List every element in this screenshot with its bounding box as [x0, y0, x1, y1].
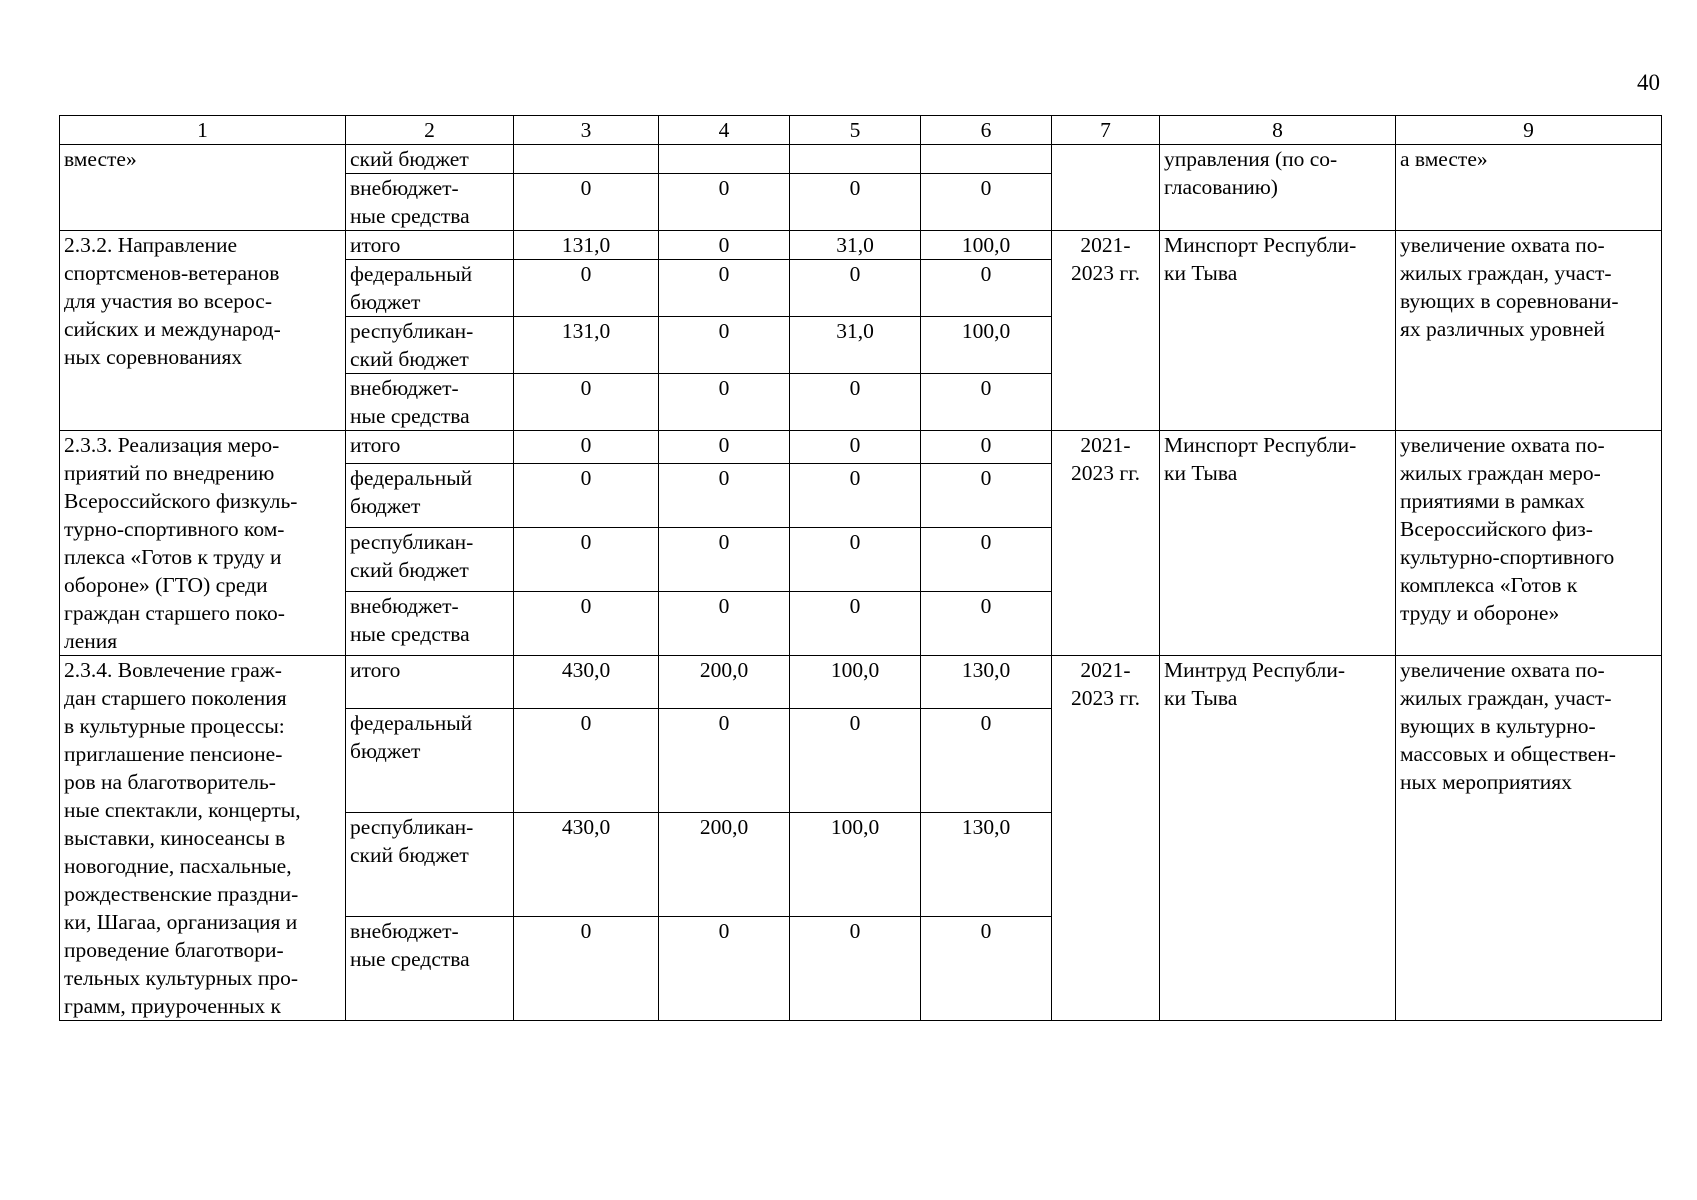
- amount-cell: 0: [790, 374, 921, 431]
- funding-source-cell: [346, 708, 514, 812]
- amount-cell: 200,0: [659, 812, 790, 916]
- cell-text-line: культурно-спортивного: [1400, 545, 1615, 569]
- amount-cell: 0: [514, 260, 659, 317]
- amount-cell: 0: [514, 527, 659, 591]
- cell-text-line: сийских и международ-: [64, 317, 281, 341]
- cell-text-line: внебюджет-: [350, 376, 459, 400]
- amount-cell: 131,0: [514, 231, 659, 260]
- cell-text-line: плекса «Готов к труду и: [64, 545, 282, 569]
- table-row: [60, 145, 1662, 174]
- column-number-header: 2: [346, 116, 514, 145]
- amount-cell: 0: [790, 591, 921, 655]
- amount-cell: 0: [659, 463, 790, 527]
- period-cell: [1052, 431, 1160, 656]
- amount-cell: 100,0: [790, 656, 921, 709]
- activity-name-cell: [60, 431, 346, 656]
- activity-name-cell: [60, 145, 346, 231]
- cell-text-line: 2023 гг.: [1071, 461, 1140, 485]
- cell-text-line: ский бюджет: [350, 347, 469, 371]
- cell-text-line: Всероссийского физкуль-: [64, 489, 298, 513]
- cell-text-line: бюджет: [350, 290, 421, 314]
- cell-text-line: жилых граждан, участ-: [1400, 261, 1612, 285]
- amount-cell: 0: [790, 708, 921, 812]
- column-number-header: 3: [514, 116, 659, 145]
- funding-source-cell: [346, 812, 514, 916]
- page-number: 40: [1637, 70, 1660, 95]
- cell-text-line: вующих в культурно-: [1400, 714, 1596, 738]
- cell-text-line: внебюджет-: [350, 918, 459, 943]
- amount-cell: 0: [659, 527, 790, 591]
- funding-source-cell: [346, 260, 514, 317]
- cell-text-line: проведение благотвори-: [64, 938, 284, 962]
- amount-cell: 0: [921, 174, 1052, 231]
- executor-cell: [1160, 145, 1396, 231]
- cell-text-line: граждан старшего поко-: [64, 601, 285, 625]
- cell-text-line: ных соревнованиях: [64, 345, 243, 369]
- cell-text-line: республикан-: [350, 814, 474, 839]
- funding-source-cell: [346, 145, 514, 174]
- cell-text-line: 2023 гг.: [1071, 261, 1140, 285]
- cell-text-line: Минтруд Республи-: [1164, 658, 1346, 682]
- column-number-header: 7: [1052, 116, 1160, 145]
- amount-cell: 0: [659, 591, 790, 655]
- cell-text-line: увеличение охвата по-: [1400, 433, 1605, 457]
- cell-text-line: внебюджет-: [350, 593, 459, 618]
- cell-text-line: Всероссийского физ-: [1400, 517, 1593, 541]
- cell-text-line: жилых граждан, участ-: [1400, 686, 1612, 710]
- cell-text-line: федеральный: [350, 465, 473, 490]
- cell-text-line: управления (по со-: [1164, 147, 1338, 171]
- cell-text-line: ях различных уровней: [1400, 317, 1605, 341]
- activity-name-cell: [60, 231, 346, 431]
- cell-text-line: обороне» (ГТО) среди: [64, 573, 268, 597]
- cell-text-line: внебюджет-: [350, 176, 459, 200]
- amount-cell: 0: [659, 916, 790, 1020]
- amount-cell: 0: [514, 463, 659, 527]
- cell-text-line: увеличение охвата по-: [1400, 233, 1605, 257]
- cell-text-line: приятий по внедрению: [64, 461, 275, 485]
- column-number-header: 4: [659, 116, 790, 145]
- cell-text-line: турно-спортивного ком-: [64, 517, 285, 541]
- amount-cell: 0: [659, 708, 790, 812]
- cell-text-line: увеличение охвата по-: [1400, 658, 1605, 682]
- cell-text-line: приятиями в рамках: [1400, 489, 1585, 513]
- cell-text-line: жилых граждан меро-: [1400, 461, 1601, 485]
- amount-cell: 0: [659, 231, 790, 260]
- cell-text-line: 2023 гг.: [1071, 686, 1140, 710]
- result-cell: [1396, 656, 1662, 1021]
- amount-cell: 0: [514, 916, 659, 1020]
- amount-cell: 100,0: [790, 812, 921, 916]
- cell-text-line: дан старшего поколения: [64, 686, 287, 710]
- cell-text-line: федеральный: [350, 710, 473, 735]
- amount-cell: 130,0: [921, 812, 1052, 916]
- activity-name-cell: [60, 656, 346, 1021]
- amount-cell: 0: [790, 463, 921, 527]
- amount-cell: 130,0: [921, 656, 1052, 709]
- cell-text-line: бюджет: [350, 493, 421, 518]
- cell-text-line: 2.3.4. Вовлечение граж-: [64, 658, 282, 682]
- cell-text-line: а вместе»: [1400, 147, 1488, 171]
- period-cell: [1052, 145, 1160, 231]
- amount-cell: 0: [921, 374, 1052, 431]
- amount-cell: 0: [514, 591, 659, 655]
- amount-cell: 0: [514, 374, 659, 431]
- funding-source-cell: [346, 463, 514, 527]
- funding-source-cell: [346, 231, 514, 260]
- cell-text-line: ные средства: [350, 946, 470, 971]
- cell-text-line: бюджет: [350, 738, 421, 763]
- funding-source-cell: [346, 174, 514, 231]
- funding-source-cell: [346, 527, 514, 591]
- funding-source-cell: [346, 591, 514, 655]
- cell-text-line: республикан-: [350, 529, 474, 554]
- cell-text-line: республикан-: [350, 319, 474, 343]
- cell-text-line: ные средства: [350, 204, 470, 228]
- amount-cell: 0: [921, 431, 1052, 464]
- cell-text-line: ский бюджет: [350, 842, 469, 867]
- amount-cell: 430,0: [514, 656, 659, 709]
- executor-cell: [1160, 656, 1396, 1021]
- amount-cell: 0: [921, 527, 1052, 591]
- amount-cell: 0: [514, 174, 659, 231]
- amount-cell: 31,0: [790, 317, 921, 374]
- table-row: [60, 656, 1662, 709]
- amount-cell: 100,0: [921, 231, 1052, 260]
- cell-text-line: 2.3.2. Направление: [64, 233, 238, 257]
- period-cell: [1052, 231, 1160, 431]
- cell-text-line: для участия во всерос-: [64, 289, 272, 313]
- cell-text-line: ные спектакли, концерты,: [64, 798, 301, 822]
- amount-cell: 100,0: [921, 317, 1052, 374]
- cell-text-line: 2021-: [1080, 658, 1131, 682]
- cell-text-line: новогодние, пасхальные,: [64, 854, 292, 878]
- amount-cell: 0: [921, 260, 1052, 317]
- amount-cell: 31,0: [790, 231, 921, 260]
- column-number-header: 6: [921, 116, 1052, 145]
- funding-source-cell: [346, 656, 514, 709]
- amount-cell: 0: [659, 260, 790, 317]
- cell-text-line: ский бюджет: [350, 147, 469, 171]
- amount-cell: 0: [790, 260, 921, 317]
- cell-text-line: ский бюджет: [350, 557, 469, 582]
- cell-text-line: федеральный: [350, 262, 473, 286]
- funding-source-cell: [346, 916, 514, 1020]
- period-cell: [1052, 656, 1160, 1021]
- cell-text-line: ные средства: [350, 621, 470, 646]
- cell-text-line: ки Тыва: [1164, 461, 1238, 485]
- cell-text-line: ки Тыва: [1164, 686, 1238, 710]
- program-activities-table: [59, 115, 1662, 1021]
- cell-text-line: выставки, киносеансы в: [64, 826, 286, 850]
- cell-text-line: грамм, приуроченных к: [64, 994, 281, 1018]
- funding-source-cell: [346, 431, 514, 464]
- cell-text-line: тельных культурных про-: [64, 966, 299, 990]
- cell-text-line: вующих в соревновани-: [1400, 289, 1619, 313]
- table-row: [60, 231, 1662, 260]
- amount-cell: 0: [921, 916, 1052, 1020]
- amount-cell: 0: [921, 708, 1052, 812]
- cell-text-line: ных мероприятиях: [1400, 770, 1572, 794]
- cell-text-line: 2.3.3. Реализация меро-: [64, 433, 280, 457]
- amount-cell: 0: [921, 591, 1052, 655]
- result-cell: [1396, 145, 1662, 231]
- cell-text-line: 2021-: [1080, 433, 1131, 457]
- amount-cell: [921, 145, 1052, 174]
- cell-text-line: рождественские праздни-: [64, 882, 299, 906]
- amount-cell: 0: [659, 317, 790, 374]
- cell-text-line: ления: [64, 629, 118, 653]
- amount-cell: 200,0: [659, 656, 790, 709]
- amount-cell: 0: [921, 463, 1052, 527]
- amount-cell: 0: [659, 174, 790, 231]
- cell-text-line: ные средства: [350, 404, 470, 428]
- executor-cell: [1160, 431, 1396, 656]
- cell-text-line: итого: [350, 658, 401, 682]
- column-number-header: 5: [790, 116, 921, 145]
- executor-cell: [1160, 231, 1396, 431]
- cell-text-line: ки Тыва: [1164, 261, 1238, 285]
- funding-source-cell: [346, 317, 514, 374]
- amount-cell: 0: [790, 916, 921, 1020]
- cell-text-line: спортсменов-ветеранов: [64, 261, 280, 285]
- amount-cell: 430,0: [514, 812, 659, 916]
- cell-text-line: итого: [350, 433, 401, 457]
- cell-text-line: итого: [350, 233, 401, 257]
- amount-cell: 0: [790, 174, 921, 231]
- column-number-header: 8: [1160, 116, 1396, 145]
- amount-cell: 0: [790, 527, 921, 591]
- cell-text-line: Минспорт Республи-: [1164, 233, 1357, 257]
- amount-cell: [659, 145, 790, 174]
- header-row: [60, 116, 1662, 145]
- cell-text-line: 2021-: [1080, 233, 1131, 257]
- funding-source-cell: [346, 374, 514, 431]
- cell-text-line: Минспорт Республи-: [1164, 433, 1357, 457]
- table-row: [60, 431, 1662, 464]
- amount-cell: 0: [514, 708, 659, 812]
- cell-text-line: приглашение пенсионе-: [64, 742, 283, 766]
- cell-text-line: труду и обороне»: [1400, 601, 1560, 625]
- result-cell: [1396, 431, 1662, 656]
- cell-text-line: комплекса «Готов к: [1400, 573, 1578, 597]
- cell-text-line: в культурные процессы:: [64, 714, 285, 738]
- cell-text-line: массовых и обществен-: [1400, 742, 1616, 766]
- cell-text-line: ров на благотворитель-: [64, 770, 276, 794]
- column-number-header: 9: [1396, 116, 1662, 145]
- amount-cell: 0: [514, 431, 659, 464]
- cell-text-line: вместе»: [64, 147, 137, 171]
- amount-cell: [790, 145, 921, 174]
- cell-text-line: гласованию): [1164, 175, 1278, 199]
- amount-cell: 0: [659, 374, 790, 431]
- amount-cell: 0: [659, 431, 790, 464]
- amount-cell: 131,0: [514, 317, 659, 374]
- column-number-header: 1: [60, 116, 346, 145]
- result-cell: [1396, 231, 1662, 431]
- cell-text-line: ки, Шагаа, организация и: [64, 910, 298, 934]
- amount-cell: 0: [790, 431, 921, 464]
- amount-cell: [514, 145, 659, 174]
